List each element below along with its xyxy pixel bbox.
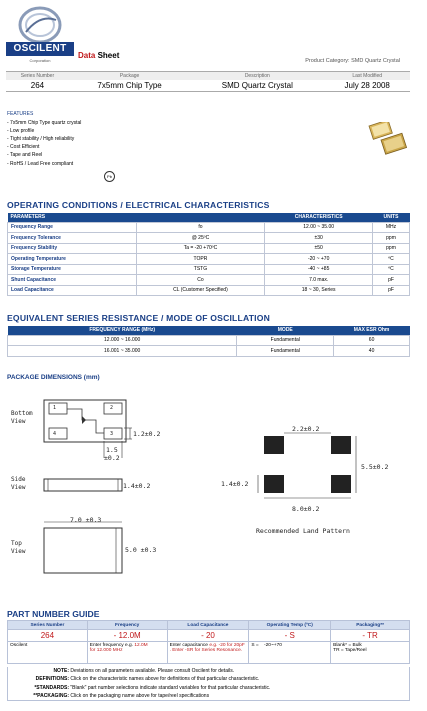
note-key: NOTE: bbox=[53, 668, 69, 674]
oc-unit: ppm bbox=[373, 243, 410, 254]
oc-param[interactable]: Frequency Tolerance bbox=[8, 233, 137, 244]
oc-symbol: CL (Customer Specified) bbox=[136, 285, 265, 296]
pad-number: 1 bbox=[53, 405, 57, 411]
label-line: Side bbox=[11, 476, 26, 483]
oc-value: -40 ~ +85 bbox=[265, 264, 373, 275]
dim-pad-width: 1.5 bbox=[106, 446, 118, 454]
note-value: Click on the characteristic names above for definitions of that particular characteristic. bbox=[70, 676, 260, 683]
note-key: **PACKAGING: bbox=[33, 692, 69, 699]
part-number-title: PART NUMBER GUIDE bbox=[7, 609, 100, 619]
logo-subtitle: Corporation bbox=[29, 58, 51, 63]
val-series: 264 bbox=[6, 80, 69, 92]
features-title: FEATURES bbox=[7, 111, 34, 117]
pad-number: 2 bbox=[110, 405, 114, 411]
oc-unit: MHz bbox=[373, 222, 410, 233]
pn-packaging-value: - TR bbox=[331, 630, 410, 642]
title-sheet: Sheet bbox=[97, 51, 120, 60]
esr-header: MAX ESR Ohm bbox=[334, 326, 410, 335]
pn-header-packaging[interactable]: Packaging** bbox=[331, 621, 410, 630]
esr-section-title: EQUIVALENT SERIES RESISTANCE / MODE OF OSCILLATION bbox=[7, 313, 271, 323]
land-dim-right: 5.5±0.2 bbox=[361, 463, 389, 471]
label-line: Top bbox=[11, 540, 22, 547]
notes-box bbox=[7, 667, 410, 701]
land-dim-left: 1.4±0.2 bbox=[221, 480, 249, 488]
esr-mode: Fundamental bbox=[237, 346, 334, 357]
oc-symbol: TOPR bbox=[136, 254, 265, 265]
pn-header: Load Capacitance bbox=[167, 621, 249, 630]
temp-desc-a: S = bbox=[251, 643, 259, 648]
load-desc-b: e.g. -20 for 20pF . Enter -SR for Series Resonance. bbox=[169, 643, 245, 653]
note-line bbox=[8, 667, 409, 675]
pn-packaging-desc bbox=[331, 642, 410, 664]
temp-desc-b: -20~+70 bbox=[264, 643, 282, 648]
top-view-label bbox=[11, 540, 25, 556]
note-key: *STANDARDS: bbox=[34, 684, 69, 691]
pad-number: 3 bbox=[110, 431, 114, 437]
pack-desc-b: TR = Tape/Reel bbox=[333, 648, 367, 653]
dim-side-height: 1.4±0.2 bbox=[123, 482, 151, 490]
oc-unit: ppm bbox=[373, 233, 410, 244]
oc-param[interactable]: Frequency Stability bbox=[8, 243, 137, 254]
oc-unit: pF bbox=[373, 285, 410, 296]
oc-symbol: TSTG bbox=[136, 264, 265, 275]
feature-item: - Low profile bbox=[7, 128, 35, 135]
feature-item: - Tape and Reel bbox=[7, 152, 43, 159]
oc-param[interactable]: Shunt Capacitance bbox=[8, 275, 137, 286]
col-series: Series Number bbox=[6, 72, 69, 80]
feature-item: - Cost Efficient bbox=[7, 144, 40, 151]
pn-frequency-value: - 12.0M bbox=[87, 630, 167, 642]
oc-symbol: Co bbox=[136, 275, 265, 286]
oc-param[interactable]: Operating Temperature bbox=[8, 254, 137, 265]
oc-header: CHARACTERISTICS bbox=[265, 213, 373, 222]
oc-header: PARAMETERS bbox=[8, 213, 137, 222]
bottom-view-label bbox=[11, 410, 33, 426]
val-package: 7x5mm Chip Type bbox=[69, 80, 190, 92]
pn-temp-value: - S bbox=[249, 630, 331, 642]
col-modified: Last Modified bbox=[324, 72, 410, 80]
feature-item: - Tight stability / High reliability bbox=[7, 136, 75, 143]
note-line bbox=[8, 692, 409, 700]
oc-symbol: fo bbox=[136, 222, 265, 233]
dim-top-width: 7.0 ±0.3 bbox=[70, 516, 102, 524]
oc-section-title: OPERATING CONDITIONS / ELECTRICAL CHARACTERISTICS bbox=[7, 200, 270, 210]
pn-series-desc: Oscilent bbox=[8, 642, 88, 664]
oc-unit: pF bbox=[373, 275, 410, 286]
pn-temp-desc bbox=[249, 642, 331, 664]
land-pattern-caption: Recommended Land Pattern bbox=[256, 527, 350, 535]
oc-value: 12.00 ~ 35.00 bbox=[265, 222, 373, 233]
load-desc-a: Enter capacitance bbox=[169, 643, 208, 648]
oc-param[interactable]: Frequency Range bbox=[8, 222, 137, 233]
esr-range: 16.001 ~ 35.000 bbox=[8, 346, 237, 357]
dim-top-height: 5.0 ±0.3 bbox=[125, 546, 157, 554]
label-line: View bbox=[11, 418, 26, 425]
side-view-label bbox=[11, 476, 25, 492]
pn-series-value: 264 bbox=[8, 630, 88, 642]
note-value: Click on the packaging name above for tape/reel specifications bbox=[70, 692, 210, 699]
pn-frequency-desc bbox=[87, 642, 167, 664]
oc-value: 18 ~ 30, Series bbox=[265, 285, 373, 296]
label-line: Bottom bbox=[11, 410, 33, 417]
feature-item: - 7x5mm Chip Type quartz crystal bbox=[7, 120, 82, 127]
pad-number: 4 bbox=[53, 431, 57, 437]
pn-load-value: - 20 bbox=[167, 630, 249, 642]
title-data: Data bbox=[78, 51, 96, 60]
pn-header: Frequency bbox=[87, 621, 167, 630]
oc-value: 7.0 max. bbox=[265, 275, 373, 286]
oc-symbol: Ta = -20 +70ºC bbox=[136, 243, 265, 254]
note-value: "Blank" part number selections indicate standard variables for that particular characteristic. bbox=[70, 684, 271, 691]
pn-header: Operating Temp (ºC) bbox=[249, 621, 331, 630]
freq-desc-b: 12.0M bbox=[134, 643, 148, 648]
oc-unit: ºC bbox=[373, 264, 410, 275]
esr-mode: Fundamental bbox=[237, 335, 334, 346]
land-dim-top: 2.2±0.2 bbox=[292, 425, 320, 433]
pack-desc-a: Blank* = Bulk bbox=[333, 643, 362, 648]
val-description: SMD Quartz Crystal bbox=[190, 80, 324, 92]
part-number-table bbox=[7, 620, 410, 664]
freq-desc-c: for 12.000 MHz bbox=[89, 648, 123, 653]
col-description: Description bbox=[190, 72, 324, 80]
esr-header: FREQUENCY RANGE (MHz) bbox=[8, 326, 237, 335]
note-key: DEFINITIONS: bbox=[35, 676, 69, 683]
dim-pad-height: 1.2±0.2 bbox=[133, 430, 161, 438]
col-package: Package bbox=[69, 72, 190, 80]
feature-item: - RoHS / Lead Free compliant bbox=[7, 160, 74, 167]
logo-wordmark: OSCILENT bbox=[6, 42, 74, 56]
oc-value: ±30 bbox=[265, 233, 373, 244]
package-dimensions-title: PACKAGE DIMENSIONS (mm) bbox=[7, 374, 100, 381]
esr-header: MODE bbox=[237, 326, 334, 335]
freq-desc-a: Enter frequency e.g. bbox=[89, 643, 133, 648]
oc-param[interactable]: Load Capacitance bbox=[8, 285, 137, 296]
note-line bbox=[8, 684, 409, 692]
oc-value: ±50 bbox=[265, 243, 373, 254]
pn-header: Series Number bbox=[8, 621, 88, 630]
oc-value: -20 ~ +70 bbox=[265, 254, 373, 265]
oc-unit: ºC bbox=[373, 254, 410, 265]
note-value: Deviations on all parameters available. Please consult Oscilent for details. bbox=[70, 668, 235, 674]
oc-symbol: @ 25ºC bbox=[136, 233, 265, 244]
rohs-pb-free-icon: Pb bbox=[104, 171, 115, 182]
esr-max: 60 bbox=[334, 335, 410, 346]
label-line: View bbox=[11, 484, 26, 491]
dim-pad-width-tol: ±0.2 bbox=[104, 454, 120, 462]
product-category: Product Category: SMD Quartz Crystal bbox=[305, 58, 400, 64]
val-modified: July 28 2008 bbox=[324, 80, 410, 92]
label-line: View bbox=[11, 548, 26, 555]
note-line bbox=[8, 675, 409, 683]
esr-max: 40 bbox=[334, 346, 410, 357]
esr-range: 12.000 ~ 16.000 bbox=[8, 335, 237, 346]
pn-load-desc bbox=[167, 642, 249, 664]
oc-header: UNITS bbox=[373, 213, 410, 222]
oc-param[interactable]: Storage Temperature bbox=[8, 264, 137, 275]
land-dim-bottom: 8.0±0.2 bbox=[292, 505, 320, 513]
